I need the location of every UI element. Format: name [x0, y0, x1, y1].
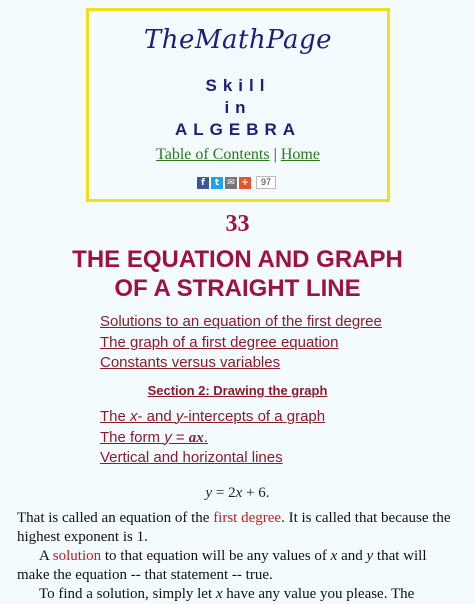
- title-line: OF A STRAIGHT LINE: [114, 275, 361, 302]
- course-title: [89, 75, 387, 141]
- paragraph-1: That is called an equation of the first degree. It is called that because the highest exponent is 1.: [17, 510, 451, 545]
- nav-separator: |: [273, 146, 277, 163]
- equation-display: y = 2x + 6.: [205, 485, 270, 501]
- share-bar: [197, 176, 276, 189]
- topic-link-intercepts[interactable]: The x- and y-intercepts of a graph: [100, 408, 326, 425]
- solution-link[interactable]: solution: [52, 548, 102, 564]
- paragraph-2: A solution to that equation will be any values of x and y that will make the equation -- that statement -- true.: [17, 548, 427, 583]
- email-icon[interactable]: ✉: [225, 177, 237, 189]
- topic-link[interactable]: The graph of a first degree equation: [100, 333, 339, 351]
- topic-link[interactable]: Constants versus variables: [100, 354, 281, 371]
- topic-link-vertical-horizontal[interactable]: Vertical and horizontal lines: [100, 449, 283, 466]
- plus-icon[interactable]: +: [239, 177, 251, 189]
- page-title: [0, 245, 475, 303]
- topic-links-1: [100, 312, 382, 374]
- site-logo[interactable]: TheMathPage: [143, 25, 333, 55]
- course-title-line: in: [224, 98, 252, 117]
- paragraph-3: To find a solution, simply let x have any value you please. The: [39, 586, 415, 602]
- lesson-number: 33: [225, 211, 250, 237]
- first-degree-link[interactable]: first degree: [213, 510, 282, 526]
- course-title-line: Skill: [205, 76, 271, 95]
- topic-link-form-y-ax[interactable]: The form y = ax.: [100, 428, 208, 446]
- twitter-icon[interactable]: t: [211, 177, 223, 189]
- header-box: [86, 8, 390, 202]
- home-link[interactable]: Home: [280, 146, 320, 163]
- share-count: 97: [256, 176, 276, 189]
- topic-links-2: [100, 407, 325, 469]
- table-of-contents-link[interactable]: Table of Contents: [156, 146, 270, 163]
- facebook-icon[interactable]: f: [197, 177, 209, 189]
- topic-link[interactable]: Solutions to an equation of the first degree: [100, 313, 382, 330]
- header-nav: [89, 146, 387, 164]
- title-line: THE EQUATION AND GRAPH: [72, 246, 403, 273]
- section-heading[interactable]: Section 2: Drawing the graph: [147, 383, 328, 398]
- course-title-line: ALGEBRA: [174, 120, 302, 139]
